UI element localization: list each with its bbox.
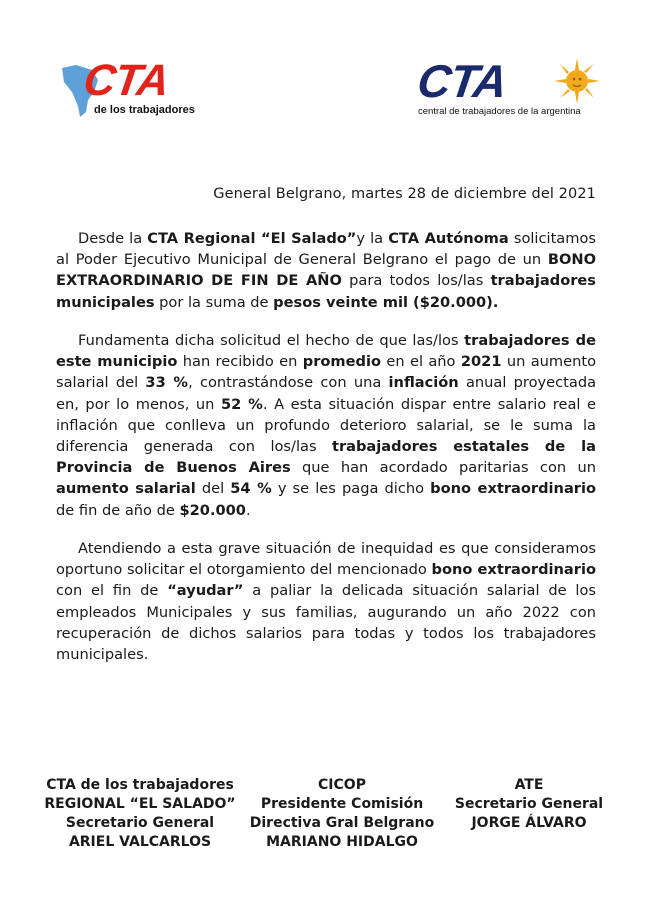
cta-logo-wordmark: CTA bbox=[414, 55, 510, 107]
cta-trabajadores-logo bbox=[58, 56, 218, 122]
logo-caption: de los trabajadores bbox=[94, 104, 195, 116]
paragraph-conclusion: Atendiendo a esta grave situación de inequidad es que consideramos oportuno solicitar el otorgamiento del mencionado bono extraordinario con el fin de “ayudar” a paliar la delicada situación salarial de los empleados Municipales y sus familias, augurando un año 2022 con recuperación de dichos salarios para todas y todos los trabajadores municipales. bbox=[56, 540, 596, 664]
sun-of-may-icon bbox=[554, 58, 600, 104]
cta-argentina-logo bbox=[414, 55, 610, 120]
signature-ate: ATE Secretario General JORGE ÁLVARO bbox=[454, 777, 604, 831]
paragraph-justification: Fundamenta dicha solicitud el hecho de que las/los trabajadores de este municipio han recibido en promedio en el año 2021 un aumento salarial del 33 %, contrastándose con una inflación anual proyectada en, por lo menos, un 52 %. A esta situación dispar entre salario real e inflación que conlleva un profundo deterioro salarial, se le suma la diferencia generada con los/las trabajadores estatales de la Provincia de Buenos Aires que han acordado paritarias con un aumento salarial del 54 % y se les paga dicho bono extraordinario de fin de año de $20.000. bbox=[56, 332, 597, 519]
cta-logo-wordmark: CTA bbox=[80, 56, 172, 105]
logo-caption: central de trabajadores de la argentina bbox=[418, 106, 581, 117]
paragraph-request: Desde la CTA Regional “El Salado”y la CTA Autónoma solicitamos al Poder Ejecutivo Municipal de General Belgrano el pago de un BONO EXTRAORDINARIO DE FIN DE AÑO para todos los/las trabajadores municipales por la suma de pesos veinte mil ($20.000). bbox=[56, 230, 596, 311]
signature-cicop: CICOP Presidente Comisión Directiva Gral Belgrano MARIANO HIDALGO bbox=[249, 777, 435, 850]
letter-date: General Belgrano, martes 28 de diciembre del 2021 bbox=[213, 186, 596, 202]
signature-cta: CTA de los trabajadores REGIONAL “EL SALADO” Secretario General ARIEL VALCARLOS bbox=[44, 777, 236, 850]
